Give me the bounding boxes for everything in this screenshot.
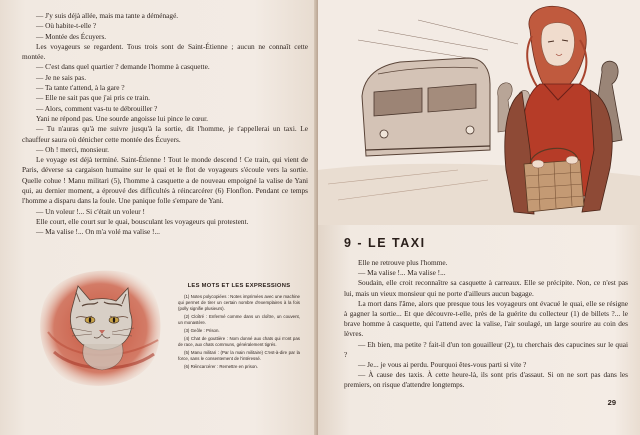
- paragraph: — Alors, comment vas-tu te débrouiller ?: [36, 103, 158, 113]
- glossary: [178, 283, 300, 372]
- glossary-item: (1) Notes polycopiées : Notes imprimées avec une machine qui permet de tirer un certain nombre d'exemplaires à la fois (polly signifie plusieurs).: [178, 294, 300, 312]
- paragraph: — Tu n'auras qu'à me suivre jusqu'à la sortie, dit l'homme, je t'appellerai un taxi. Le chauffeur saura où dénicher cette montée des Écuyers.: [22, 124, 308, 144]
- paragraph: Elle ne retrouve plus l'homme.: [358, 258, 448, 267]
- right-page: [318, 0, 640, 435]
- glossary-item: (6) Réincarcérer : Remettre en prison.: [184, 363, 258, 369]
- paragraph: — Ma valise !... On m'a volé ma valise !...: [36, 227, 160, 237]
- left-page: [0, 0, 318, 435]
- glossary-item: (5) Manu militari : (Par la main militaire) C'est-à-dire par la force, sans le consentement de l'intéressé.: [178, 349, 300, 362]
- glossary-item: (4) Chat de gouttière : Nom donné aux chats qui n'ont pas de race, aux chats communs, généralement tigrés.: [178, 335, 300, 348]
- station-scene-illustration: [318, 0, 640, 225]
- left-page-text: [22, 11, 308, 238]
- paragraph: Soudain, elle croit reconnaître sa casquette à carreaux. Elle se précipite. Non, ce n'est pas lui, mais un vieux monsieur qui ne porte d'ailleurs aucun bagage.: [344, 278, 628, 298]
- paragraph: — Montée des Écuyers.: [36, 31, 107, 41]
- paragraph: — Je ne sais pas.: [36, 72, 87, 82]
- glossary-item: (3) Geôle : Prison.: [184, 328, 220, 334]
- paragraph: — Je... je vous ai perdu. Pourquoi êtes-vous parti si vite ?: [358, 360, 527, 370]
- paragraph: — Un voleur !... Si c'était un voleur !: [36, 206, 145, 216]
- glossary-title: LES MOTS ET LES EXPRESSIONS: [187, 283, 291, 289]
- cat-illustration: [36, 262, 168, 394]
- paragraph: Le voyage est déjà terminé. Saint-Étienne ! Tout le monde descend ! Ce train, qui vient de Paris, déverse sa cargaison humaine sur le quai et le flot de voyageurs s'écoule vers la sortie. Quelle cohue ! Manu militari (5), l'homme à casquette a de nouveau empoigné la valise de Yani qui, au dernier moment, a éprouvé des difficultés à réincarcérer (6) Flonflon. Pendant ce temps l'homme a disparu dans la foule. Une panique folle s'empare de Yani.: [22, 155, 308, 206]
- paragraph: — Ta tante t'attend, à la gare ?: [36, 83, 125, 93]
- paragraph: — Oh ! merci, monsieur.: [36, 144, 109, 154]
- paragraph: — Où habite-t-elle ?: [36, 21, 97, 31]
- paragraph: — À cause des taxis. À cette heure-là, ils sont pris d'assaut. Si on ne sort pas dans les premiers, on risque d'attendre longtemps.: [344, 370, 628, 390]
- right-page-text: [344, 258, 628, 391]
- paragraph: — Elle ne sait pas que j'ai pris ce train.: [36, 93, 150, 103]
- paragraph: — C'est dans quel quartier ? demande l'homme à casquette.: [36, 62, 210, 72]
- paragraph: — J'y suis déjà allée, mais ma tante a déménagé.: [36, 11, 179, 20]
- glossary-item: (2) Cloîtré : Enfermé comme dans un cloître, un couvent, un monastère.: [178, 314, 300, 326]
- paragraph: — Eh bien, ma petite ? fait-il d'un ton gouailleur (2), tu cherchais des capucines sur le quai ?: [344, 339, 628, 359]
- paragraph: La mort dans l'âme, alors que presque tous les voyageurs ont évacué le quai, elle se résigne à gagner la sortie... Et que découvre-t-elle, près de la guérite du collecteur (1) de billets ?... le brave homme à casquette, qui l'attend avec la valise, l'air soulagé, un large sourire au coin des lèvres.: [344, 298, 628, 339]
- chapter-title: 9 - LE TAXI: [344, 236, 426, 250]
- page-number: 29: [607, 398, 616, 407]
- paragraph: Elle court, elle court sur le quai, bousculant les voyageurs qui protestent.: [36, 216, 249, 226]
- paragraph: — Ma valise !... Ma valise !...: [358, 268, 446, 278]
- paragraph: Les voyageurs se regardent. Tous trois sont de Saint-Étienne ; aucun ne connaît cette montée.: [22, 41, 308, 62]
- paragraph: Yani ne répond pas. Une sourde angoisse lui pince le cœur.: [36, 113, 208, 123]
